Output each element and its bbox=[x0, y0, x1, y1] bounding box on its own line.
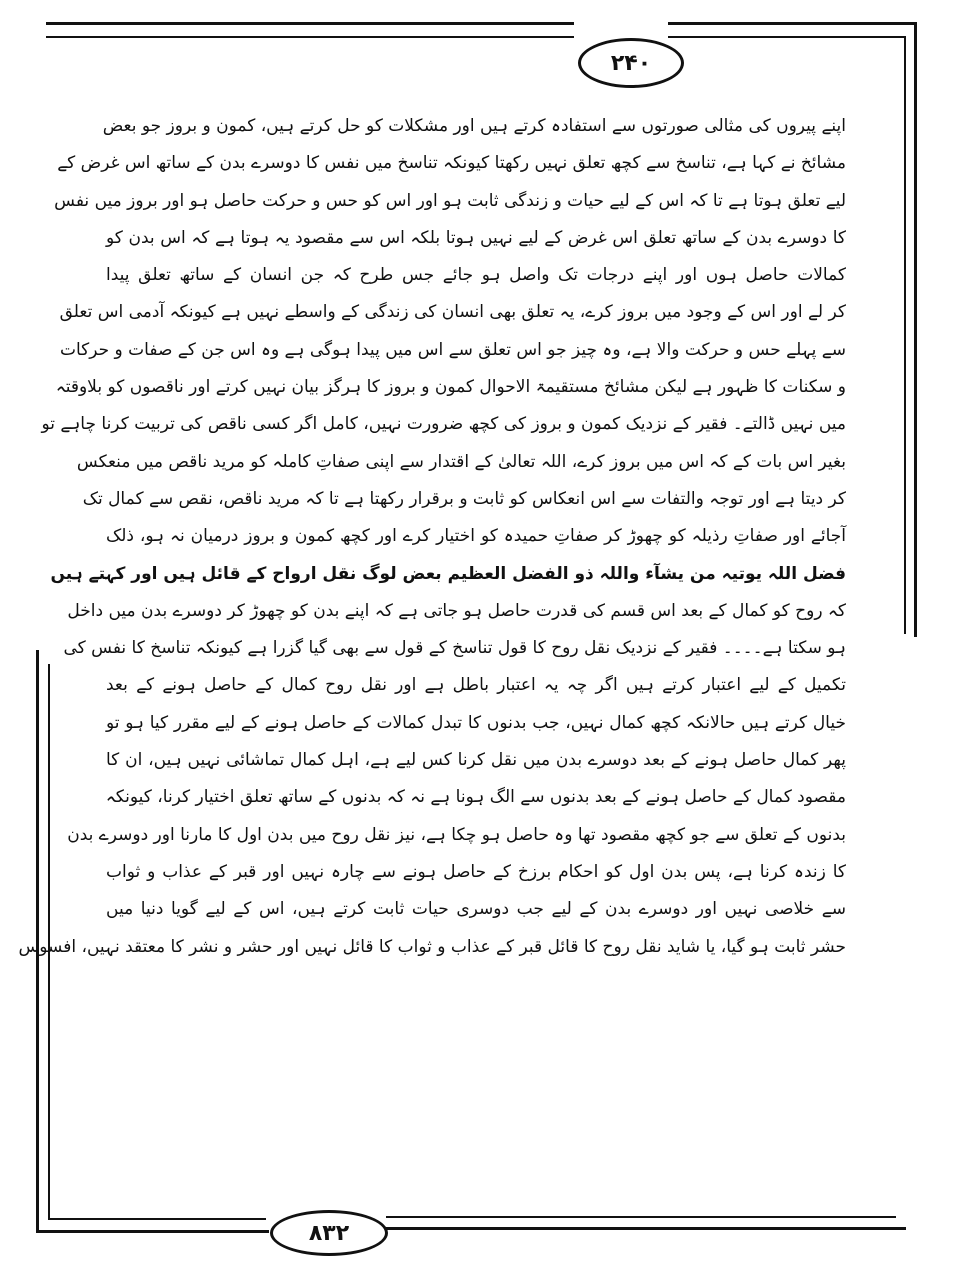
text-line-quran: فضل اللہ یوتیہ من یشآء واللہ ذو الفضل العظیم بعض لوگ نقل ارواح کے قائل ہیں اور کہتے ہیں bbox=[50, 563, 846, 584]
page-border-bottom-outer bbox=[386, 1227, 906, 1232]
text-line: کر دیتا ہے اور توجہ والتفات سے اس انعکاس کو ثابت و برقرار رکھتا ہے تا کہ مرید ناقص، نقص سے کمال تک bbox=[82, 488, 846, 509]
text-line: مقصود کمال کے حاصل ہونے کے بعد بدنوں سے الگ ہونا ہے نہ کہ بدنوں کے ساتھ تعلق اختیار کرنا، کیونکہ bbox=[105, 787, 846, 808]
bottom-page-number: ۸۳۲ bbox=[308, 1220, 350, 1246]
text-line: سے پہلے حس و حرکت والا ہے، وہ چیز جو اس تعلق سے اس میں پیدا ہوگی ہے وہ اس جن کے صفات و حرکات bbox=[59, 339, 846, 360]
text-line: و سکنات کا ظہور ہے لیکن مشائخ مستقیمۃ الاحوال کمون و بروز کا ہرگز بیان نہیں کرتے اور ناقصوں کو بلاوقتہ bbox=[55, 377, 846, 398]
page-border-top-inner bbox=[46, 36, 574, 40]
body-text bbox=[18, 108, 846, 966]
page-border-top-outer bbox=[46, 22, 574, 27]
page-border-bottom-inner bbox=[386, 1216, 896, 1220]
text-line: حشر ثابت ہو گیا، یا شاید نقل روح کا قائل قبر کے عذاب و ثواب کا قائل نہیں اور حشر و نشر کا معتقد نہیں، افسوس bbox=[18, 936, 846, 957]
text-line: تکمیل کے لیے اعتبار کرتے ہیں اگر چہ یہ اعتبار باطل ہے اور نقل روح کمال کے حاصل ہونے کے بعد bbox=[106, 675, 846, 696]
bottom-page-number-badge bbox=[270, 1210, 388, 1256]
text-line: کا دوسرے بدن کے ساتھ تعلق اس غرض کے لیے نہیں ہوتا بلکہ اس سے مقصود یہ ہوتا ہے کہ اس بدن کو bbox=[106, 227, 846, 248]
text-line: میں نہیں ڈالتے۔ فقیر کے نزدیک کمون و بروز کی کچھ ضرورت نہیں، کامل اگر کسی ناقص کی تربیت کرنا چاہے تو bbox=[41, 414, 846, 435]
text-line: سے خلاصی نہیں اور دوسرے بدن کے لیے جب دوسری حیات ثابت کرتے ہیں، اس کے لیے گویا دنیا میں bbox=[106, 899, 846, 920]
text-line: کر لے اور اس کے وجود میں بروز کرے، یہ تعلق بھی انسان کی زندگی کے واسطے نہیں ہے کیونکہ آدمی اس تعلق bbox=[59, 302, 846, 323]
text-line: کہ روح کو کمال کے بعد اس قسم کی قدرت حاصل ہو جاتی ہے کہ اپنے بدن کو چھوڑ کر دوسرے بدن میں داخل bbox=[67, 600, 846, 621]
text-line: ہو سکتا ہے۔۔۔۔ فقیر کے نزدیک نقل روح کا قول تناسخ کے قول سے بھی گیا گزرا ہے کیونکہ تناسخ کا نفس کی bbox=[63, 638, 846, 659]
text-line: بدنوں کے تعلق سے جو کچھ مقصود تھا وہ حاصل ہو چکا ہے، نیز نقل روح میں بدن اول کا مارنا اور دوسرے بدن bbox=[67, 824, 846, 845]
top-page-number-badge bbox=[578, 38, 684, 88]
text-line: مشائخ نے کہا ہے، تناسخ سے کچھ تعلق نہیں رکھتا کیونکہ تناسخ میں نفس کا دوسرے بدن کے ساتھ اس غرض کے bbox=[57, 153, 846, 174]
text-line: پھر کمال حاصل ہونے کے بعد دوسرے بدن میں نقل کرنا کس لیے ہے، اہل کمال تماشائی نہیں ہیں، ان کا bbox=[106, 750, 846, 771]
text-line: اپنے پیروں کی مثالی صورتوں سے استفادہ کرتے ہیں اور مشکلات کو حل کرتے ہیں، کمون و بروز جو بعض bbox=[102, 116, 846, 136]
text-line: بغیر اس بات کے کہ اس میں بروز کرے، اللہ تعالیٰ کے اقتدار سے اپنی صفاتِ کاملہ کو مرید ناقص میں منعکس bbox=[76, 451, 846, 472]
text-line: خیال کرتے ہیں حالانکہ کچھ کمال نہیں، جب بدنوں کا تبدل کمالات کے حاصل ہونے کے لیے مقرر کیا ہو تو bbox=[106, 712, 846, 733]
text-line: آجائے اور صفاتِ رذیلہ کو چھوڑ کر صفاتِ حمیدہ کو اختیار کرے اور کچھ کمون و بروز درمیان نہ ہو، ذلک bbox=[106, 526, 846, 547]
text-line: کا زندہ کرنا ہے، پس بدن اول کو احکام برزخ کے حاصل ہونے سے چارہ نہیں اور قبر کے عذاب و ثواب bbox=[106, 861, 846, 882]
top-page-number: ۲۴۰ bbox=[610, 50, 652, 76]
text-line: کمالات حاصل ہوں اور اپنے درجات تک واصل ہو جائے جس طرح کہ جن انسان کے ساتھ تعلق پیدا bbox=[106, 265, 846, 286]
text-line: لیے تعلق ہوتا ہے تا کہ اس کے لیے حیات و زندگی ثابت ہو اور اس کو حس و حرکت حاصل ہو اور بروز میں نفس bbox=[54, 190, 846, 211]
